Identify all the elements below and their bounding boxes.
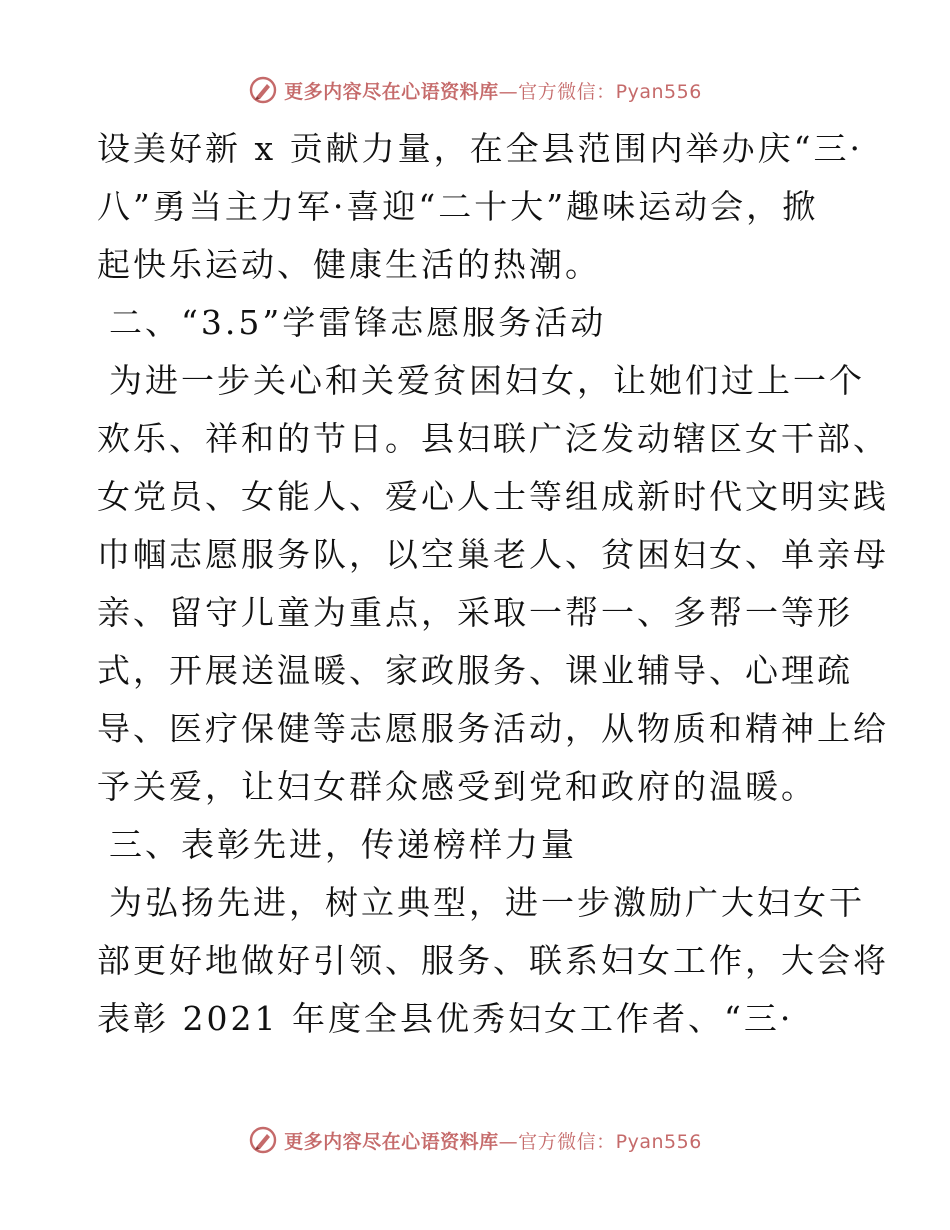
paragraph-line: 式，开展送温暖、家政服务、课业辅导、心理疏 (97, 651, 853, 690)
document-body (97, 120, 889, 1048)
pen-logo-icon (248, 75, 278, 105)
paragraph-line: 予关爱，让妇女群众感受到党和政府的温暖。 (97, 767, 817, 806)
paragraph-line: 导、医疗保健等志愿服务活动，从物质和精神上给 (97, 709, 889, 748)
paragraph-line: 部更好地做好引领、服务、联系妇女工作，大会将 (97, 941, 889, 980)
footer-watermark-banner (0, 1120, 950, 1160)
watermark-text (284, 77, 702, 104)
paragraph-line: 女党员、女能人、爱心人士等组成新时代文明实践 (97, 477, 889, 516)
paragraph-line: 起快乐运动、健康生活的热潮。 (97, 245, 601, 284)
watermark-wechat-text: —官方微信：Pyan556 (498, 80, 702, 103)
paragraph-line: 为弘扬先进，树立典型，进一步激励广大妇女干 (109, 883, 865, 922)
watermark-text (284, 1127, 702, 1154)
section-heading-2: 二、“3.5”学雷锋志愿服务活动 (109, 303, 607, 342)
watermark-wechat-text: —官方微信：Pyan556 (498, 1130, 702, 1153)
paragraph-line: 欢乐、祥和的节日。县妇联广泛发动辖区女干部、 (97, 419, 889, 458)
watermark-main-text: 更多内容尽在心语资料库 (284, 80, 499, 103)
paragraph-line: 为进一步关心和关爱贫困妇女，让她们过上一个 (109, 361, 865, 400)
paragraph-line: 表彰 2021 年度全县优秀妇女工作者、“三· (97, 999, 794, 1038)
paragraph-line: 八”勇当主力军·喜迎“二十大”趣味运动会，掀 (97, 187, 819, 226)
paragraph-line: 巾帼志愿服务队，以空巢老人、贫困妇女、单亲母 (97, 535, 889, 574)
section-heading-3: 三、表彰先进，传递榜样力量 (109, 825, 577, 864)
pen-logo-icon (248, 1125, 278, 1155)
watermark-main-text: 更多内容尽在心语资料库 (284, 1130, 499, 1153)
paragraph-line: 设美好新 x 贡献力量，在全县范围内举办庆“三· (97, 129, 863, 168)
header-watermark-banner (0, 70, 950, 110)
paragraph-line: 亲、留守儿童为重点，采取一帮一、多帮一等形 (97, 593, 853, 632)
